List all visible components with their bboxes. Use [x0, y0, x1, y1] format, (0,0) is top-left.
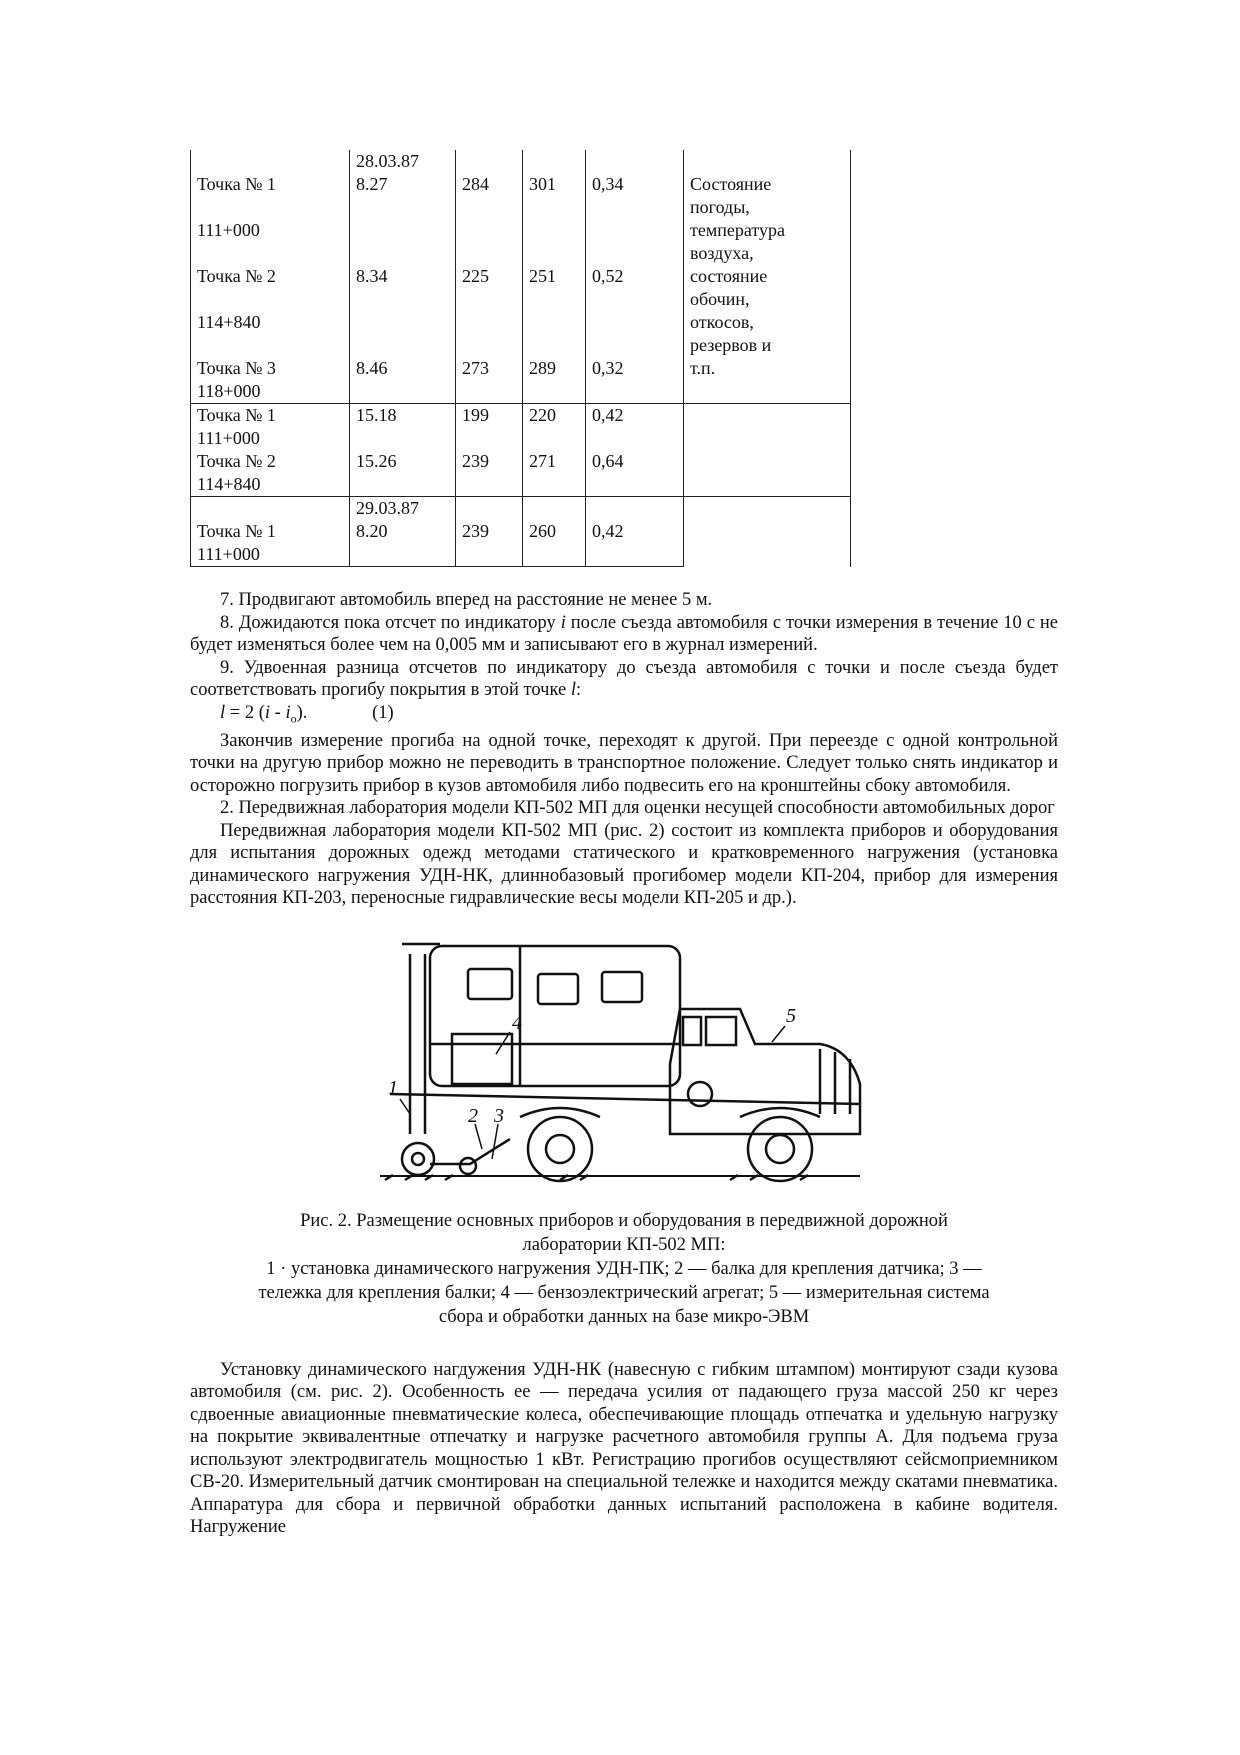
point-cell: Точка № 1 — [191, 404, 350, 428]
table-row — [191, 150, 851, 173]
note-line: погоды, — [690, 197, 750, 217]
figure-label: 1 — [388, 1076, 398, 1099]
paragraph: Закончив измерение прогиба на одной точке, переходят к другой. При переезде с одной контрольной точки на другую прибор можно не переводить в транспортное положение. Следует только снять индикатор и осторожно погрузить прибор в кузов автомобиля либо подвесить его на кронштейны сбоку автомобиля. — [190, 730, 1058, 796]
point-cell: Точка № 3 — [191, 357, 350, 380]
value-cell: 271 — [523, 450, 586, 473]
point-cell: Точка № 1 — [191, 520, 350, 543]
km-cell: 111+000 — [191, 543, 350, 567]
km-cell: 111+000 — [191, 427, 350, 450]
table-row — [191, 404, 851, 428]
value-cell: 0,42 — [586, 520, 684, 543]
value-cell: 273 — [456, 357, 523, 380]
km-cell: 118+000 — [191, 380, 350, 404]
value-cell: 0,52 — [586, 265, 684, 288]
paragraph: Передвижная лаборатория модели КП-502 МП (рис. 2) состоит из комплекта приборов и оборудования для испытания дорожных одежд методами статического и кратковременного нагружения (установка динамического нагружения УДН-НК, длиннобазовый прогибомер модели КП-204, прибор для измерения расстояния КП-203, переносные гидравлические весы модели КП-205 и др.). — [190, 820, 1058, 909]
date-cell: 28.03.87 — [350, 150, 456, 173]
value-cell: 220 — [523, 404, 586, 428]
paragraph: 9. Удвоенная разница отсчетов по индикатору до съезда автомобиля с точки и после съезда будет соответствовать прогибу покрытия в этой точке l: — [190, 657, 1058, 700]
body-text-continued — [190, 1359, 1058, 1539]
note-line: т.п. — [690, 358, 716, 378]
note-line: резервов и — [690, 335, 772, 355]
formula-number: (1) — [372, 702, 394, 723]
value-cell: 0,42 — [586, 404, 684, 428]
value-cell: 251 — [523, 265, 586, 288]
table-row — [191, 380, 851, 404]
date-cell: 29.03.87 — [350, 497, 456, 521]
time-cell: 15.18 — [350, 404, 456, 428]
paragraph: Установку динамического нагдужения УДН-НК (навесную с гибким штампом) монтируют сзади кузова автомобиля (см. рис. 2). Особенность ее — передача усилия от падающего груза массой 250 кг через сдвоенные авиационные пневматические колеса, обеспечивающие площадь отпечатка и удельную нагрузку на покрытие эквивалентные отпечатку и нагрузке расчетного автомобиля группы А. Для подъема груза используют электродвигатель мощностью 1 кВт. Регистрацию прогибов осуществляют сейсмоприемником СВ-20. Измерительный датчик смонтирован на специальной тележке и находится между скатами пневматика. Аппаратура для сбора и первичной обработки данных испытаний расположена в кабине водителя. Нагружение — [190, 1359, 1058, 1538]
note-line: Состояние — [690, 174, 772, 194]
measurement-table — [190, 150, 851, 567]
page — [190, 150, 1058, 1539]
value-cell: 199 — [456, 404, 523, 428]
value-cell: 260 — [523, 520, 586, 543]
value-cell: 239 — [456, 450, 523, 473]
km-cell: 111+000 — [191, 219, 350, 242]
caption-legend: 1 · установка динамического нагружения УДН-ПК; 2 — балка для крепления датчика; 3 — тележка для крепления балки; 4 — бензоэлектрический агрегат; 5 — измерительная система сбора и обработки данных на базе микро-ЭВМ — [258, 1258, 990, 1327]
figure-label: 2 — [468, 1104, 478, 1127]
note-line: температура — [690, 220, 786, 240]
time-cell: 8.46 — [350, 357, 456, 380]
value-cell: 284 — [456, 173, 523, 196]
note-line: откосов, — [690, 312, 754, 332]
note-line: воздуха, — [690, 243, 754, 263]
value-cell: 239 — [456, 520, 523, 543]
value-cell: 0,64 — [586, 450, 684, 473]
time-cell: 8.34 — [350, 265, 456, 288]
note-line: состояние — [690, 266, 768, 286]
point-cell: Точка № 1 — [191, 173, 350, 196]
figure-label: 5 — [786, 1004, 796, 1027]
km-cell: 114+840 — [191, 473, 350, 497]
value-cell: 0,32 — [586, 357, 684, 380]
figure-caption — [214, 1209, 1034, 1329]
figure-label: 4 — [512, 1011, 522, 1034]
formula: l = 2 $(i - i_o)$. (1) — [220, 702, 394, 726]
point-cell: Точка № 2 — [191, 265, 350, 288]
lab-truck-figure — [380, 934, 880, 1204]
figure-label: 3 — [494, 1104, 504, 1127]
body-text — [190, 589, 1058, 910]
value-cell: 225 — [456, 265, 523, 288]
value-cell: 289 — [523, 357, 586, 380]
note-line: обочин, — [690, 289, 750, 309]
km-cell: 114+840 — [191, 311, 350, 334]
time-cell: 15.26 — [350, 450, 456, 473]
section-heading: 2. Передвижная лаборатория модели КП-502 МП для оценки несущей способности автомобильных дорог — [220, 798, 1055, 819]
caption-title: Рис. 2. Размещение основных приборов и оборудования в передвижной дорожной лаборатории КП-502 МП: — [300, 1210, 948, 1255]
point-cell: Точка № 2 — [191, 450, 350, 473]
value-cell: 301 — [523, 173, 586, 196]
time-cell: 8.20 — [350, 520, 456, 543]
time-cell: 8.27 — [350, 173, 456, 196]
paragraph: 7. Продвигают автомобиль вперед на расстояние не менее 5 м. — [220, 590, 713, 610]
value-cell: 0,34 — [586, 173, 684, 196]
paragraph: 8. Дожидаются пока отсчет по индикатору i после съезда автомобиля с точки измерения в течение 10 с не будет изменяться более чем на 0,005 мм и записывают его в журнал измерений. — [190, 612, 1058, 655]
table-row — [191, 497, 851, 521]
